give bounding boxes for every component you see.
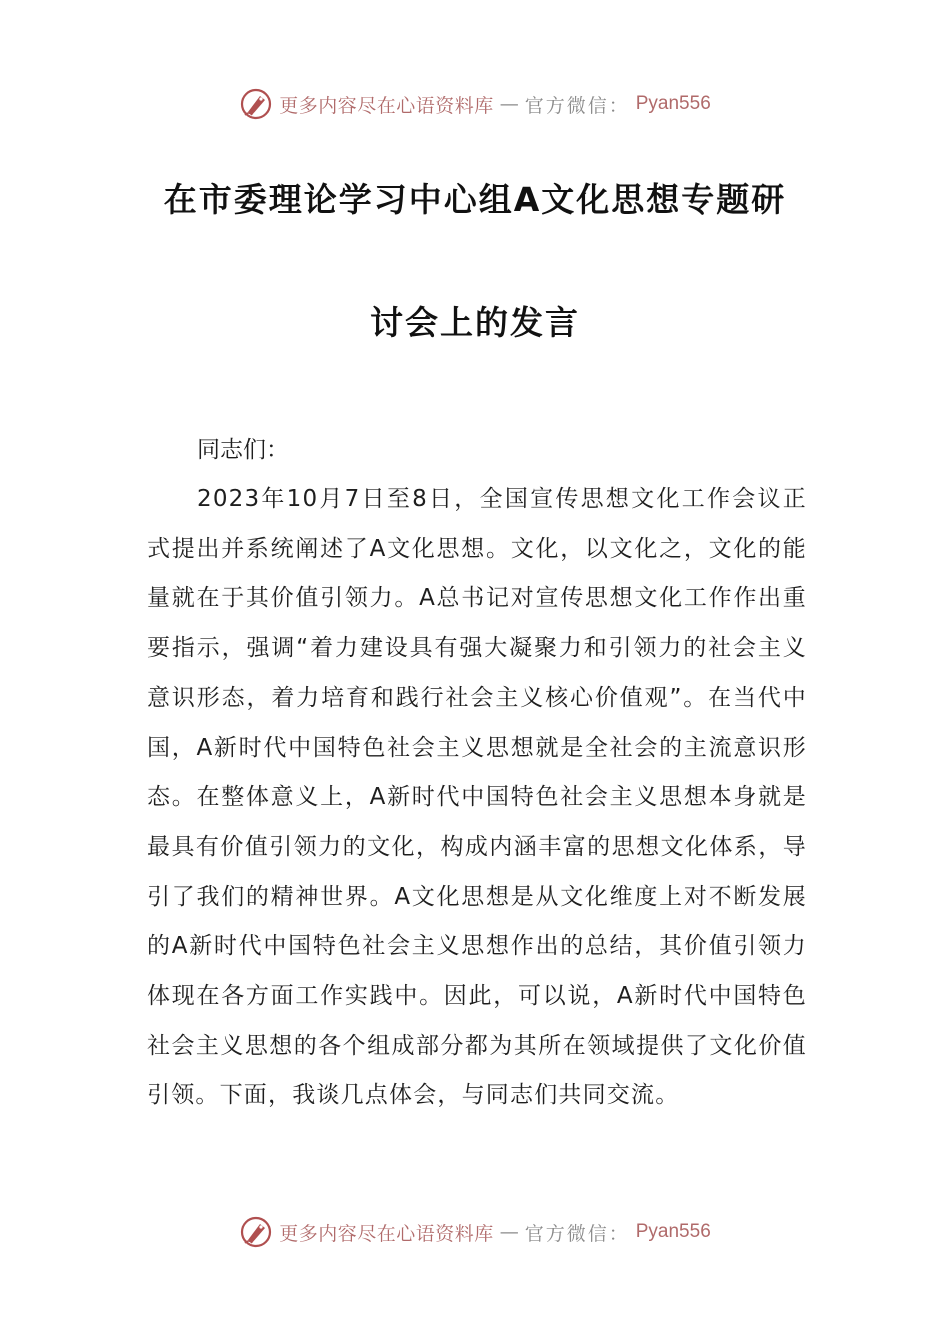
greeting: 同志们： [197, 437, 289, 463]
watermark-official-label: 官方微信： [524, 94, 630, 117]
watermark-wechat-id: Pyan556 [635, 1221, 711, 1242]
watermark-banner-bottom [0, 1212, 950, 1252]
watermark-official-label: 官方微信： [524, 1222, 630, 1245]
watermark-wechat-id: Pyan556 [635, 93, 711, 114]
watermark-dash: — [499, 1221, 519, 1243]
document-title-line-2: 讨会上的发言 [370, 303, 580, 342]
watermark-brand-text: 更多内容尽在心语资料库 [279, 94, 494, 117]
body-paragraph: 2023年10月7日至8日，全国宣传思想文化工作会议正式提出并系统阐述了A文化思想。文化，以文化之，文化的能量就在于其价值引领力。A总书记对宣传思想文化工作作出重要指示，强调“着力建设具有强大凝聚力和引领力的社会主义意识形态，着力培育和践行社会主义核心价值观”。在当代中国，A新时代中国特色社会主义思想就是全社会的主流意识形态。在整体意义上，A新时代中国特色社会主义思想本身就是最具有价值引领力的文化，构成内涵丰富的思想文化体系，导引了我们的精神世界。A文化思想是从文化维度上对不断发展的A新时代中国特色社会主义思想作出的总结，其价值引领力体现在各方面工作实践中。因此，可以说，A新时代中国特色社会主义思想的各个组成部分都为其所在领域提供了文化价值引领。下面，我谈几点体会，与同志们共同交流。 [147, 486, 807, 1109]
watermark-dash: — [499, 93, 519, 115]
watermark-brand-text: 更多内容尽在心语资料库 [279, 1222, 494, 1245]
pen-nib-logo-icon [239, 87, 273, 121]
watermark-banner-top [0, 84, 950, 124]
document-title-line-1: 在市委理论学习中心组A文化思想专题研 [163, 180, 787, 219]
pen-nib-logo-icon [239, 1215, 273, 1249]
